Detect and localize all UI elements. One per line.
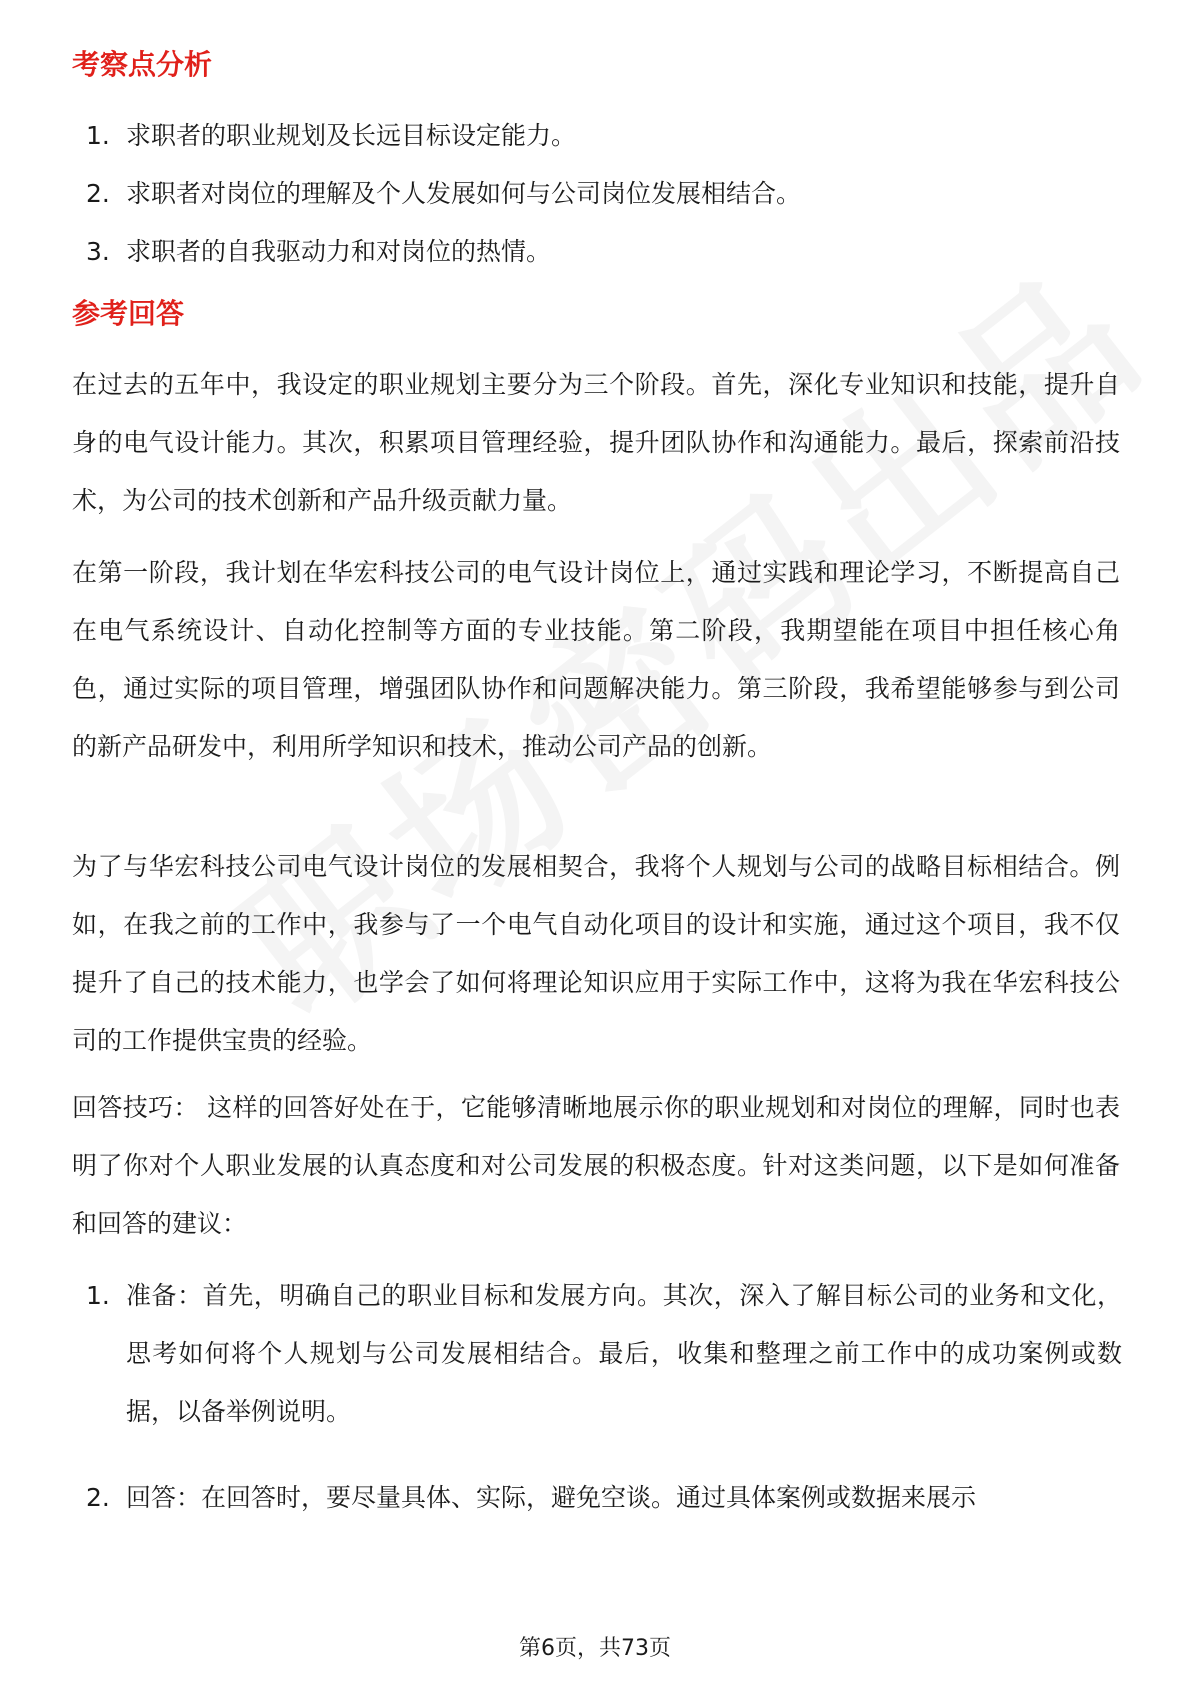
list-item-text: 求职者的自我驱动力和对岗位的热情。	[126, 237, 552, 266]
list-item	[72, 1267, 1122, 1441]
answer-paragraph-3: 为了与华宏科技公司电气设计岗位的发展相契合，我将个人规划与公司的战略目标相结合。例如，在我之前的工作中，我参与了一个电气自动化项目的设计和实施，通过这个项目，我不仅提升了自己的技术能力，也学会了如何将理论知识应用于实际工作中，这将为我在华宏科技公司的工作提供宝贵的经验。	[72, 852, 1120, 1055]
list-item-number: 2.	[86, 1483, 110, 1512]
list-item	[72, 223, 1122, 281]
analysis-heading: 考察点分析	[72, 48, 213, 81]
list-item-text: 求职者对岗位的理解及个人发展如何与公司岗位发展相结合。	[126, 179, 802, 208]
answer-heading: 参考回答	[72, 297, 185, 330]
list-item-text: 准备：首先，明确自己的职业目标和发展方向。其次，深入了解目标公司的业务和文化，思考如何将个人规划与公司发展相结合。最后，收集和整理之前工作中的成功案例或数据，以备举例说明。	[126, 1281, 1122, 1426]
page-number-footer: 第6页，共73页	[519, 1636, 671, 1661]
list-item	[72, 1469, 1122, 1527]
list-item-number: 2.	[86, 179, 110, 208]
list-item	[72, 107, 1122, 165]
answer-tips-intro: 回答技巧： 这样的回答好处在于，它能够清晰地展示你的职业规划和对岗位的理解，同时也表明了你对个人职业发展的认真态度和对公司发展的积极态度。针对这类问题，以下是如何准备和回答的建议：	[72, 1093, 1120, 1238]
list-item-number: 1.	[86, 1281, 110, 1310]
list-item	[72, 165, 1122, 223]
list-item-number: 1.	[86, 121, 110, 150]
list-item-text: 求职者的职业规划及长远目标设定能力。	[126, 121, 577, 150]
answer-paragraph-2: 在第一阶段，我计划在华宏科技公司的电气设计岗位上，通过实践和理论学习，不断提高自己在电气系统设计、自动化控制等方面的专业技能。第二阶段，我期望能在项目中担任核心角色，通过实际的项目管理，增强团队协作和问题解决能力。第三阶段，我希望能够参与到公司的新产品研发中，利用所学知识和技术，推动公司产品的创新。	[72, 558, 1120, 761]
analysis-list	[72, 107, 1122, 281]
tips-list	[72, 1267, 1122, 1527]
answer-paragraph-1: 在过去的五年中，我设定的职业规划主要分为三个阶段。首先，深化专业知识和技能，提升自身的电气设计能力。其次，积累项目管理经验，提升团队协作和沟通能力。最后，探索前沿技术，为公司的技术创新和产品升级贡献力量。	[72, 370, 1120, 515]
list-item-number: 3.	[86, 237, 110, 266]
list-item-text: 回答：在回答时，要尽量具体、实际，避免空谈。通过具体案例或数据来展示	[126, 1483, 977, 1512]
